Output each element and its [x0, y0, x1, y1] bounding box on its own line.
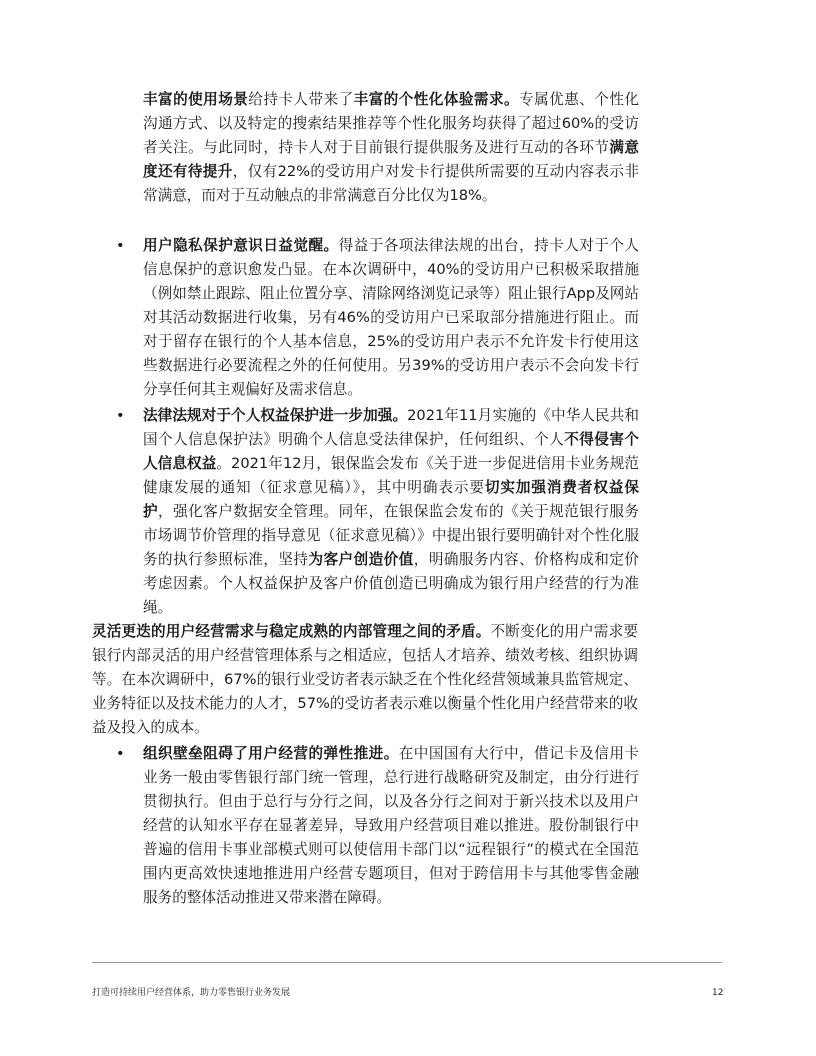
- bullet-body: 在中国国有大行中，借记卡及信用卡业务一般由零售银行部门统一管理，总行进行战略研究及制定，由分行进行贯彻执行。但由于总行与分行之间，以及各分行之间对于新兴技术以及用户经营的认知水平存在显著差异，导致用户经营项目难以推进。股份制银行中普遍的信用卡事业部模式则可以使信用卡部门以“远程银行”的模式在全国范围内更高效快速地推进用户经营专题项目，但对于跨信用卡与其他零售金融服务的整体活动推进又带来潜在障碍。: [143, 745, 639, 906]
- bullet-bold-1: 不得侵害个人信息权益: [143, 431, 639, 472]
- bullet-marker: •: [116, 745, 125, 762]
- main-paragraph: [92, 620, 638, 740]
- bullet-bold-2: 切实加强消费者权益保护: [143, 479, 639, 520]
- bullet-heading: 组织壁垒阻碍了用户经营的弹性推进。: [143, 745, 399, 762]
- bullet-body-4: ，明确服务内容、价格构成和定价考虑因素。个人权益保护及客户价值创造已明确成为银行用户经营的行为准绳。: [143, 551, 639, 616]
- intro-text-2: 专属优惠、个性化沟通方式、以及特定的搜索结果推荐等个性化服务均获得了超过60%的受访者关注。与此同时，持卡人对于目前银行提供服务及进行互动的各环节: [143, 91, 639, 156]
- bullet-text: [143, 404, 639, 620]
- bullet-body-3: ，强化客户数据安全管理。同年，在银保监会发布的《关于规范银行服务市场调节价管理的指导意见（征求意见稿）》中提出银行要明确针对个性化服务的执行参照标准，坚持: [143, 503, 639, 568]
- intro-text-3: ，仅有22%的受访用户对发卡行提供所需要的互动内容表示非常满意，而对于互动触点的非常满意百分比仅为18%。: [143, 163, 639, 204]
- main-body: 不断变化的用户需求要银行内部灵活的用户经营管理体系与之相适应，包括人才培养、绩效考核、组织协调等。在本次调研中，67%的银行业受访者表示缺乏在个性化经营领域兼具监管规定、业务特征以及技术能力的人才，57%的受访者表示难以衡量个性化用户经营带来的收益及投入的成本。: [92, 623, 638, 736]
- bullet-item-organization: [116, 742, 639, 910]
- intro-bold-2: 丰富的个性化体验需求。: [353, 91, 520, 108]
- footer-divider: [92, 962, 722, 963]
- bullet-body: 得益于各项法律法规的出台，持卡人对于个人信息保护的意识愈发凸显。在本次调研中，40%的受访用户已积极采取措施（例如禁止跟踪、阻止位置分享、清除网络浏览记录等）阻止银行App及网站对其活动数据进行收集，另有46%的受访用户已采取部分措施进行阻止。而对于留存在银行的个人基本信息，25%的受访用户表示不允许发卡行使用这些数据进行必要流程之外的任何使用。另39%的受访用户表示不会向发卡行分享任何其主观偏好及需求信息。: [143, 237, 639, 398]
- bullet-text: [143, 742, 639, 910]
- bullet-body-1: 2021年11月实施的《中华人民共和国个人信息保护法》明确个人信息受法律保护，任何组织、个人: [143, 407, 639, 448]
- bullet-marker: •: [116, 237, 125, 254]
- bullet-text: [143, 234, 639, 402]
- bullet-heading: 用户隐私保护意识日益觉醒。: [143, 237, 339, 254]
- bullet-marker: •: [116, 407, 125, 424]
- intro-bold-3: 满意度还有待提升: [143, 139, 639, 180]
- main-heading: 灵活更迭的用户经营需求与稳定成熟的内部管理之间的矛盾。: [92, 623, 491, 640]
- bullet-body-2: 。2021年12月，银保监会发布《关于进一步促进信用卡业务规范健康发展的通知（征求意见稿）》，其中明确表示要: [143, 455, 639, 496]
- bullet-item-regulation: [116, 404, 639, 620]
- bullet-heading: 法律法规对于个人权益保护进一步加强。: [143, 407, 408, 424]
- intro-text-1: 给持卡人带来了: [248, 91, 354, 108]
- footer-title: 打造可持续用户经营体系，助力零售银行业务发展: [92, 988, 291, 998]
- page-number: 12: [712, 988, 724, 998]
- intro-bold-1: 丰富的使用场景: [143, 91, 249, 108]
- bullet-bold-3: 为客户创造价值: [308, 551, 414, 568]
- intro-paragraph: [143, 88, 639, 208]
- bullet-item-privacy: [116, 234, 639, 402]
